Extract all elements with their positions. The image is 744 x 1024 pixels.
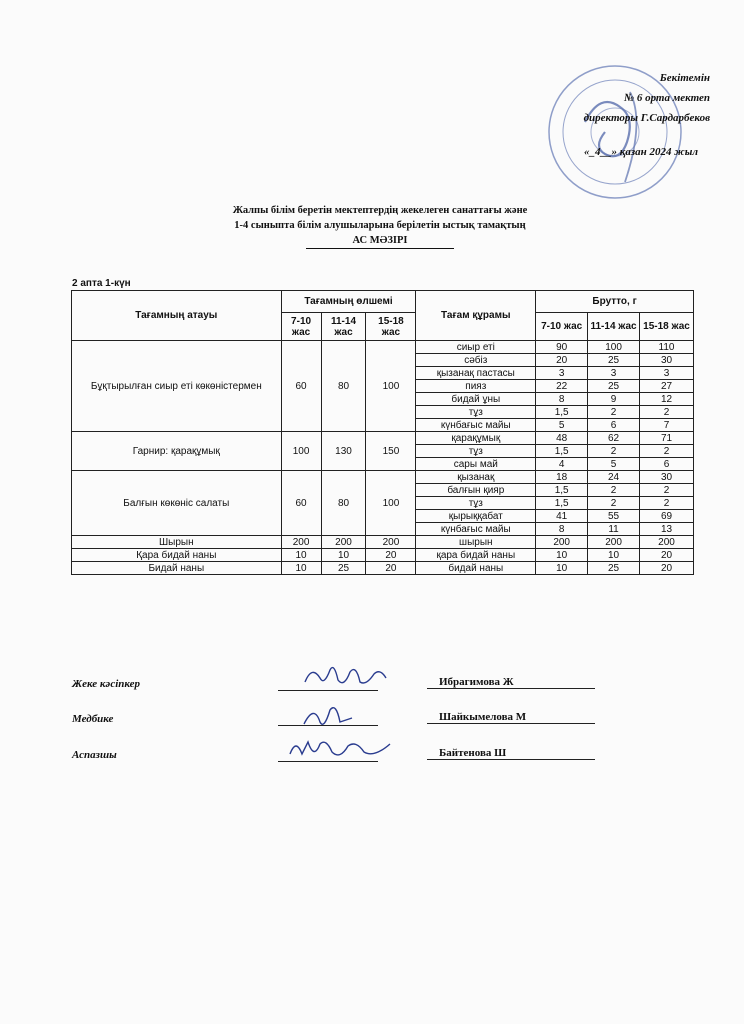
- brutto-15-18-cell: 30: [640, 471, 694, 484]
- portion-15-18-cell: 100: [366, 471, 416, 536]
- header-dish-name: Тағамның атауы: [72, 291, 282, 341]
- header-age-7-10: 7-10 жас: [281, 313, 321, 341]
- dish-name-cell: Бұқтырылған сиыр еті көкөністермен: [72, 341, 282, 432]
- brutto-7-10-cell: 10: [536, 549, 588, 562]
- portion-7-10-cell: 60: [281, 471, 321, 536]
- dish-name-cell: Шырын: [72, 536, 282, 549]
- brutto-7-10-cell: 90: [536, 341, 588, 354]
- table-row: [72, 536, 694, 549]
- brutto-15-18-cell: 7: [640, 419, 694, 432]
- brutto-7-10-cell: 3: [536, 367, 588, 380]
- portion-11-14-cell: 10: [321, 549, 366, 562]
- portion-11-14-cell: 200: [321, 536, 366, 549]
- brutto-11-14-cell: 25: [588, 354, 640, 367]
- header-brutto-age-7-10: 7-10 жас: [536, 313, 588, 341]
- header-age-11-14: 11-14 жас: [321, 313, 366, 341]
- brutto-11-14-cell: 25: [588, 380, 640, 393]
- brutto-15-18-cell: 12: [640, 393, 694, 406]
- brutto-11-14-cell: 5: [588, 458, 640, 471]
- table-row: [72, 432, 694, 445]
- ingredient-cell: қырыққабат: [416, 510, 536, 523]
- portion-7-10-cell: 200: [281, 536, 321, 549]
- ingredient-cell: пияз: [416, 380, 536, 393]
- brutto-7-10-cell: 18: [536, 471, 588, 484]
- dish-name-cell: Бидай наны: [72, 562, 282, 575]
- brutto-11-14-cell: 6: [588, 419, 640, 432]
- handwritten-signature-icon: [286, 734, 396, 764]
- dish-name-cell: Балғын көкөніс салаты: [72, 471, 282, 536]
- brutto-15-18-cell: 13: [640, 523, 694, 536]
- heading-line-1: Жалпы білім беретін мектептердің жекелеген санаттағы және: [232, 205, 528, 216]
- portion-11-14-cell: 25: [321, 562, 366, 575]
- brutto-7-10-cell: 5: [536, 419, 588, 432]
- brutto-15-18-cell: 3: [640, 367, 694, 380]
- table-row: [72, 471, 694, 484]
- brutto-11-14-cell: 24: [588, 471, 640, 484]
- portion-7-10-cell: 10: [281, 562, 321, 575]
- ingredient-cell: бидай ұны: [416, 393, 536, 406]
- brutto-11-14-cell: 9: [588, 393, 640, 406]
- signature-role-cook: Аспазшы: [72, 749, 117, 761]
- ingredient-cell: бидай наны: [416, 562, 536, 575]
- brutto-11-14-cell: 10: [588, 549, 640, 562]
- brutto-11-14-cell: 62: [588, 432, 640, 445]
- header-composition: Тағам құрамы: [416, 291, 536, 341]
- heading-menu-title: АС МӘЗІРІ: [306, 233, 453, 249]
- portion-11-14-cell: 130: [321, 432, 366, 471]
- menu-table-body: [72, 341, 694, 575]
- portion-15-18-cell: 150: [366, 432, 416, 471]
- brutto-15-18-cell: 20: [640, 549, 694, 562]
- portion-15-18-cell: 200: [366, 536, 416, 549]
- signature-name-nurse: Шайкымелова М: [427, 711, 595, 724]
- brutto-11-14-cell: 55: [588, 510, 640, 523]
- brutto-15-18-cell: 110: [640, 341, 694, 354]
- ingredient-cell: тұз: [416, 445, 536, 458]
- brutto-7-10-cell: 1,5: [536, 484, 588, 497]
- handwritten-signature-icon: [300, 700, 360, 730]
- brutto-11-14-cell: 25: [588, 562, 640, 575]
- table-row: [72, 341, 694, 354]
- brutto-15-18-cell: 2: [640, 484, 694, 497]
- brutto-7-10-cell: 8: [536, 523, 588, 536]
- brutto-15-18-cell: 2: [640, 445, 694, 458]
- ingredient-cell: сәбіз: [416, 354, 536, 367]
- brutto-15-18-cell: 200: [640, 536, 694, 549]
- portion-7-10-cell: 100: [281, 432, 321, 471]
- brutto-7-10-cell: 1,5: [536, 497, 588, 510]
- brutto-7-10-cell: 1,5: [536, 445, 588, 458]
- signature-name-entrepreneur: Ибрагимова Ж: [427, 676, 595, 689]
- brutto-15-18-cell: 6: [640, 458, 694, 471]
- brutto-15-18-cell: 71: [640, 432, 694, 445]
- ingredient-cell: қызанақ: [416, 471, 536, 484]
- signature-role-nurse: Медбике: [72, 713, 114, 725]
- brutto-11-14-cell: 200: [588, 536, 640, 549]
- portion-7-10-cell: 60: [281, 341, 321, 432]
- approval-block: [520, 68, 710, 162]
- portion-11-14-cell: 80: [321, 341, 366, 432]
- table-row: [72, 562, 694, 575]
- ingredient-cell: балғын қияр: [416, 484, 536, 497]
- approval-director: директоры Г.Сардарбеков: [583, 112, 710, 124]
- brutto-7-10-cell: 4: [536, 458, 588, 471]
- approval-title: Бекітемін: [659, 72, 710, 84]
- ingredient-cell: сиыр еті: [416, 341, 536, 354]
- portion-15-18-cell: 100: [366, 341, 416, 432]
- portion-15-18-cell: 20: [366, 549, 416, 562]
- brutto-15-18-cell: 2: [640, 497, 694, 510]
- brutto-15-18-cell: 69: [640, 510, 694, 523]
- signature-name-cook: Байтенова Ш: [427, 747, 595, 760]
- brutto-11-14-cell: 2: [588, 484, 640, 497]
- brutto-11-14-cell: 2: [588, 497, 640, 510]
- handwritten-signature-icon: [300, 660, 390, 692]
- ingredient-cell: қызанақ пастасы: [416, 367, 536, 380]
- brutto-7-10-cell: 200: [536, 536, 588, 549]
- brutto-11-14-cell: 2: [588, 445, 640, 458]
- signature-role-entrepreneur: Жеке кәсіпкер: [72, 678, 141, 690]
- brutto-15-18-cell: 20: [640, 562, 694, 575]
- header-brutto: Брутто, г: [536, 291, 694, 313]
- brutto-15-18-cell: 30: [640, 354, 694, 367]
- brutto-7-10-cell: 22: [536, 380, 588, 393]
- brutto-7-10-cell: 10: [536, 562, 588, 575]
- table-row: [72, 549, 694, 562]
- portion-15-18-cell: 20: [366, 562, 416, 575]
- brutto-7-10-cell: 41: [536, 510, 588, 523]
- ingredient-cell: сары май: [416, 458, 536, 471]
- header-brutto-age-15-18: 15-18 жас: [640, 313, 694, 341]
- approval-school: № 6 орта мектеп: [624, 92, 710, 104]
- day-label: 2 апта 1-күн: [72, 278, 131, 289]
- heading-line-2: 1-4 сыныпта білім алушыларына берілетін ыстық тамақтың: [234, 220, 526, 231]
- ingredient-cell: тұз: [416, 406, 536, 419]
- brutto-7-10-cell: 8: [536, 393, 588, 406]
- brutto-11-14-cell: 3: [588, 367, 640, 380]
- menu-table: [71, 290, 694, 575]
- brutto-7-10-cell: 1,5: [536, 406, 588, 419]
- dish-name-cell: Қара бидай наны: [72, 549, 282, 562]
- ingredient-cell: шырын: [416, 536, 536, 549]
- ingredient-cell: қара бидай наны: [416, 549, 536, 562]
- brutto-15-18-cell: 2: [640, 406, 694, 419]
- brutto-11-14-cell: 2: [588, 406, 640, 419]
- header-portion: Тағамның өлшемі: [281, 291, 416, 313]
- portion-7-10-cell: 10: [281, 549, 321, 562]
- header-age-15-18: 15-18 жас: [366, 313, 416, 341]
- approval-date: «_4__» қазан 2024 жыл: [584, 146, 698, 158]
- document-heading: [150, 203, 610, 249]
- brutto-7-10-cell: 20: [536, 354, 588, 367]
- portion-11-14-cell: 80: [321, 471, 366, 536]
- brutto-11-14-cell: 100: [588, 341, 640, 354]
- ingredient-cell: күнбағыс майы: [416, 523, 536, 536]
- brutto-7-10-cell: 48: [536, 432, 588, 445]
- ingredient-cell: күнбағыс майы: [416, 419, 536, 432]
- brutto-11-14-cell: 11: [588, 523, 640, 536]
- header-brutto-age-11-14: 11-14 жас: [588, 313, 640, 341]
- brutto-15-18-cell: 27: [640, 380, 694, 393]
- ingredient-cell: тұз: [416, 497, 536, 510]
- ingredient-cell: қарақұмық: [416, 432, 536, 445]
- dish-name-cell: Гарнир: қарақұмық: [72, 432, 282, 471]
